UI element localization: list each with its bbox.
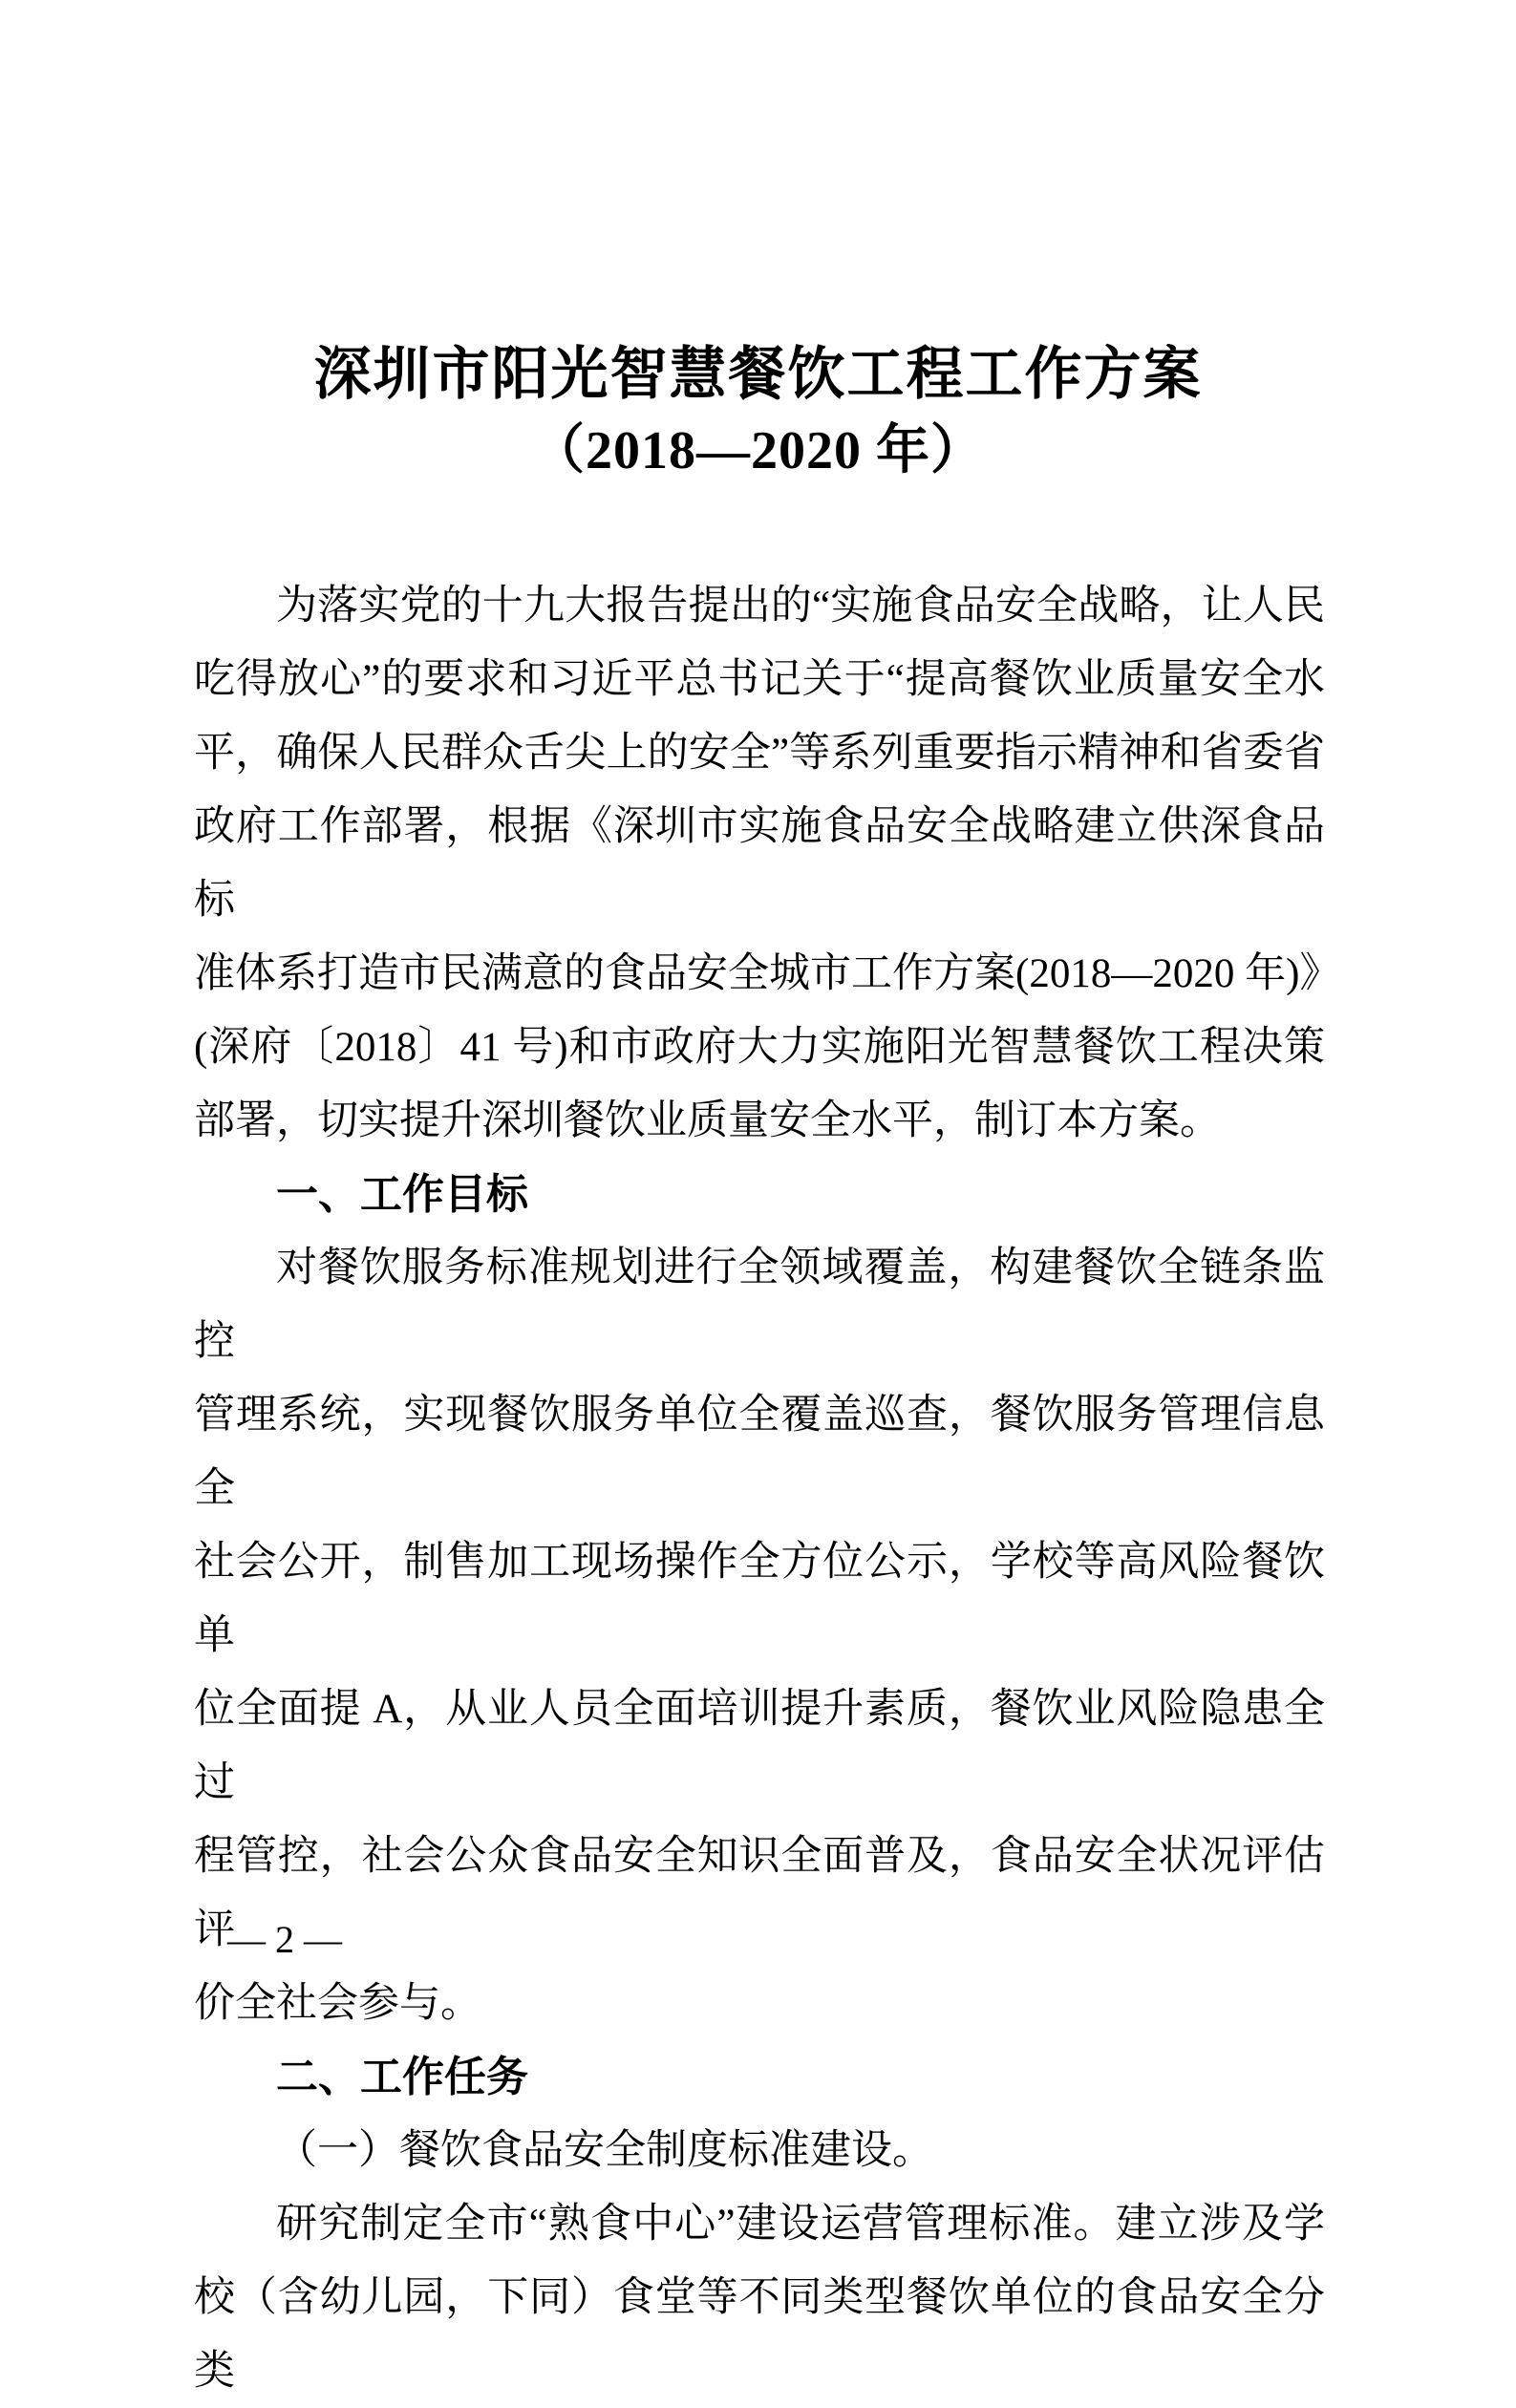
document-body — [194, 569, 1341, 2408]
goals-paragraph-line: 管理系统，实现餐饮服务单位全覆盖巡查，餐饮服务管理信息全 — [194, 1393, 1325, 1511]
intro-paragraph-line: 准体系打造市民满意的食品安全城市工作方案(2018—2020 年)》 — [194, 951, 1341, 996]
intro-paragraph-line: 平，确保人民群众舌尖上的安全”等系列重要指示精神和省委省 — [194, 731, 1325, 776]
goals-paragraph-line: 程管控，社会公众食品安全知识全面普及，食品安全状况评估评 — [194, 1834, 1325, 1952]
document-title — [0, 336, 1516, 489]
document-title-line2: （2018—2020 年） — [531, 421, 985, 480]
subsection-heading-standards: （一）餐饮食品安全制度标准建设。 — [276, 2128, 933, 2173]
tasks-paragraph-line: 校（含幼儿园，下同）食堂等不同类型餐饮单位的食品安全分类 — [194, 2275, 1325, 2394]
intro-paragraph-line: (深府〔2018〕41 号)和市政府大力实施阳光智慧餐饮工程决策 — [194, 1025, 1325, 1070]
section-heading-work-goals: 一、工作目标 — [276, 1171, 528, 1218]
goals-paragraph-line: 价全社会参与。 — [194, 1981, 481, 2026]
tasks-paragraph-line: 研究制定全市“熟食中心”建设运营管理标准。建立涉及学 — [276, 2202, 1325, 2247]
document-title-line1: 深圳市阳光智慧餐饮工程工作方案 — [313, 343, 1203, 406]
goals-paragraph-line: 位全面提 A，从业人员全面培训提升素质，餐饮业风险隐患全过 — [194, 1687, 1325, 1805]
goals-paragraph-line: 对餐饮服务标准规划进行全领域覆盖，构建餐饮全链条监控 — [194, 1246, 1325, 1364]
intro-paragraph-line: 为落实党的十九大报告提出的“实施食品安全战略，让人民 — [276, 584, 1325, 629]
page-number: — 2 — — [227, 1918, 342, 1961]
intro-paragraph-line: 部署，切实提升深圳餐饮业质量安全水平，制订本方案。 — [194, 1098, 1221, 1143]
goals-paragraph-line: 社会公开，制售加工现场操作全方位公示，学校等高风险餐饮单 — [194, 1540, 1325, 1658]
section-heading-work-tasks: 二、工作任务 — [276, 2054, 528, 2100]
intro-paragraph-line: 政府工作部署，根据《深圳市实施食品安全战略建立供深食品标 — [194, 804, 1325, 923]
intro-paragraph-line: 吃得放心”的要求和习近平总书记关于“提高餐饮业质量安全水 — [194, 657, 1325, 702]
